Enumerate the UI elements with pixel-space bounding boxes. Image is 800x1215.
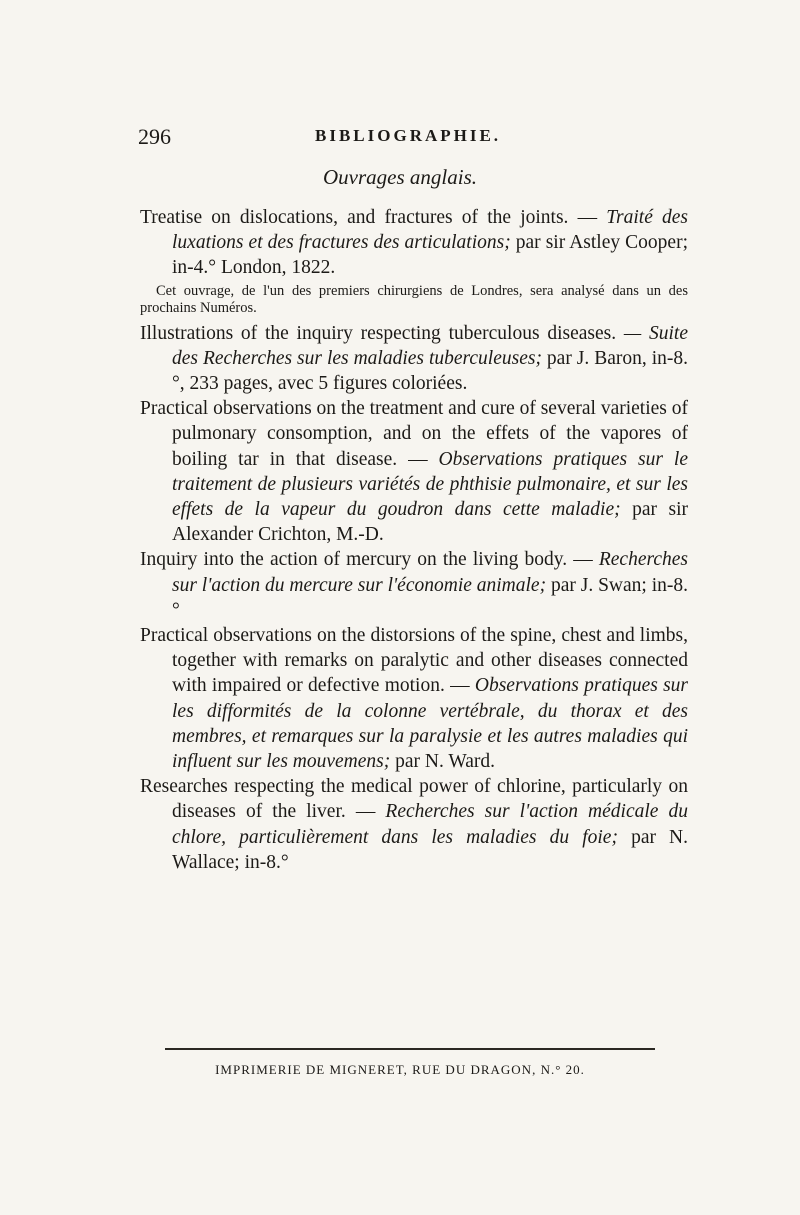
bibliography-entry [140,547,688,623]
entry-details: par N. Ward. [395,751,496,773]
entry-english-title: Researches respecting the medical power of chlorine, particularly on diseases of the liver. — [140,776,688,823]
entry-french-title: Observations pratiques sur les difformités de la colonne vertébrale, du thorax et des membres, et remarques sur la paralysie et les autres maladies qui influent sur les mouvemens; [172,675,689,773]
entry-details: par sir Alexander Crichton, M.-D. [172,499,688,546]
bibliography-entry [140,623,688,774]
bibliography-entry [140,774,688,875]
entry-french-title: Recherches sur l'action du mercure sur l'économie animale; [172,549,688,596]
footer-rule [165,1048,655,1050]
entry-french-title: Traité des luxations et des fractures des articulations; [172,207,689,254]
printer-imprint: IMPRIMERIE DE MIGNERET, RUE DU DRAGON, N.° 20. [215,1062,585,1077]
entry-english-title: Inquiry into the action of mercury on the living body. — [140,549,593,571]
entry-english-title: Practical observations on the treatment and cure of several varieties of pulmonary consomption, and on the effets of the vapores of boiling tar in that disease. — [140,398,688,470]
entry-details: par N. Wallace; in-8.° [172,826,689,873]
bibliography-list [140,205,688,875]
bibliography-entry [140,321,688,397]
entry-english-title: Illustrations of the inquiry respecting tuberculous diseases. [140,322,617,344]
bibliography-entry [140,205,688,281]
page-number: 296 [138,124,171,149]
bibliography-entry [140,396,688,547]
entry-details: par J. Baron, in-8.°, 233 pages, avec 5 figures coloriées. [172,347,688,395]
running-head: BIBLIOGRAPHIE. [315,126,502,145]
section-title: Ouvrages anglais. [323,165,477,189]
entry-details: par sir Astley Cooper; in-4.° London, 1822. [172,232,688,279]
entry-english-title: Practical observations on the distorsions of the spine, chest and limbs, together with remarks on paralytic and other diseases connected with impaired or defective motion. — [140,625,688,697]
entry-details: par J. Swan; in-8.° [172,574,688,621]
entry-french-title: — Suite des Recherches sur les maladies tuberculeuses; [172,322,688,369]
page-header [138,124,678,154]
editor-note: Cet ouvrage, de l'un des premiers chirurgiens de Londres, sera analysé dans un des prochains Numéros. [140,282,688,316]
entry-french-title: Observations pratiques sur le traitement de plusieurs variétés de phthisie pulmonaire, et sur les effets de la vapeur du goudron dans cette maladie; [172,448,688,521]
entry-english-title: Treatise on dislocations, and fractures of the joints. — [140,207,598,228]
entry-french-title: Recherches sur l'action médicale du chlore, particulièrement dans les maladies du foie; [172,801,689,848]
